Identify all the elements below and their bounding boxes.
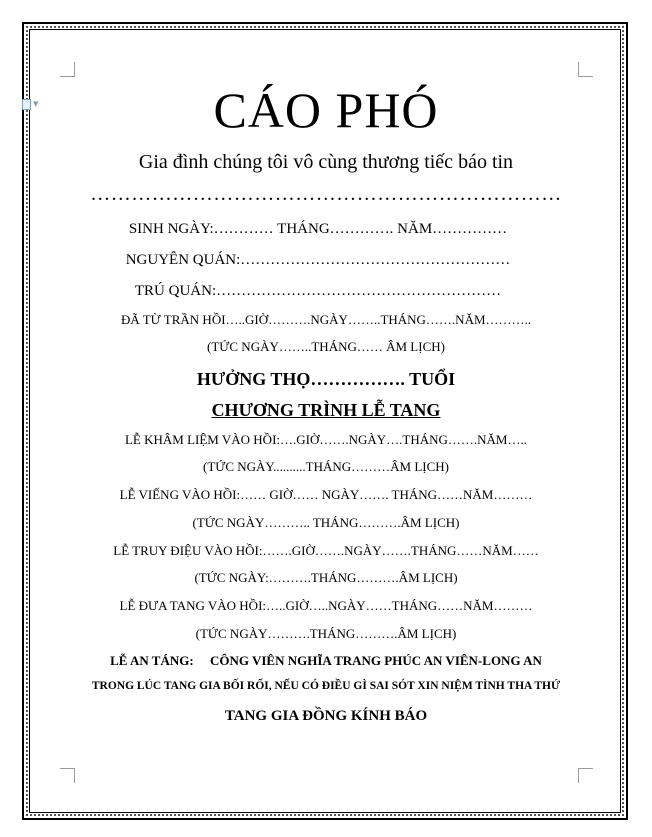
age-line: HƯỞNG THỌ……………. TUỔI <box>196 369 456 389</box>
birth-date-line: SINH NGÀY:………… THÁNG…………. NĂM…………… <box>128 221 508 237</box>
announcement-subtitle: Gia đình chúng tôi vô cùng thương tiếc báo tin <box>138 151 514 173</box>
crop-mark-bottom-left <box>60 768 75 783</box>
burial-line <box>60 652 592 670</box>
residence-line: TRÚ QUÁN:………………………………………………… <box>134 283 502 299</box>
visitation-lunar-line: (TỨC NGÀY……….. THÁNG……….ÂM LỊCH) <box>192 515 460 530</box>
apology-line: TRONG LÚC TANG GIA BỐI RỐI, NẾU CÓ ĐIỀU GÌ SAI SÓT XIN NIỆM TÌNH THA THỨ <box>91 680 561 692</box>
crop-mark-top-right <box>578 62 593 77</box>
crop-mark-bottom-right <box>578 768 593 783</box>
procession-lunar-line: (TỨC NGÀY……….THÁNG……….ÂM LỊCH) <box>195 626 457 641</box>
burial-place: CÔNG VIÊN NGHĨA TRANG PHÚC AN VIÊN-LONG AN <box>209 653 542 668</box>
page-border-inner <box>29 29 621 813</box>
deceased-name-line: …………………………………………………………… <box>90 183 562 205</box>
crop-mark-top-left <box>60 62 75 77</box>
encoffin-line: LỄ KHÂM LIỆM VÀO HỒI:….GIỜ…….NGÀY….THÁNG…….NĂM….. <box>124 432 527 447</box>
page-title: CÁO PHÓ <box>213 82 439 138</box>
procession-line: LỄ ĐƯA TANG VÀO HỒI:…..GIỜ…..NGÀY……THÁNG……NĂM……… <box>119 598 533 613</box>
encoffin-lunar-line: (TỨC NGÀY..........THÁNG………ÂM LỊCH) <box>202 459 449 474</box>
chevron-down-icon: ▼ <box>33 100 39 108</box>
program-heading: CHƯƠNG TRÌNH LỄ TANG <box>211 400 441 420</box>
visitation-line: LỄ VIẾNG VÀO HỒI:…… GIỜ…… NGÀY……. THÁNG……NĂM……… <box>119 487 533 502</box>
death-date-line: ĐÃ TỪ TRẦN HỒI…..GIỜ……….NGÀY……..THÁNG…….NĂM……….. <box>120 312 532 327</box>
hometown-line: NGUYÊN QUÁN:……………………………………………… <box>125 252 511 268</box>
death-lunar-line: (TỨC NGÀY……..THÁNG…… ÂM LỊCH) <box>207 339 445 354</box>
memorial-line: LỄ TRUY ĐIỆU VÀO HỒI:…….GIỜ…….NGÀY…….THÁNG……NĂM…… <box>113 543 539 558</box>
paste-options-icon[interactable] <box>22 97 44 111</box>
signature-line: TANG GIA ĐỒNG KÍNH BÁO <box>224 708 428 724</box>
burial-label: LỄ AN TÁNG: <box>110 653 194 668</box>
clipboard-icon <box>22 99 31 110</box>
memorial-lunar-line: (TỨC NGÀY:……….THÁNG……….ÂM LỊCH) <box>194 570 458 585</box>
